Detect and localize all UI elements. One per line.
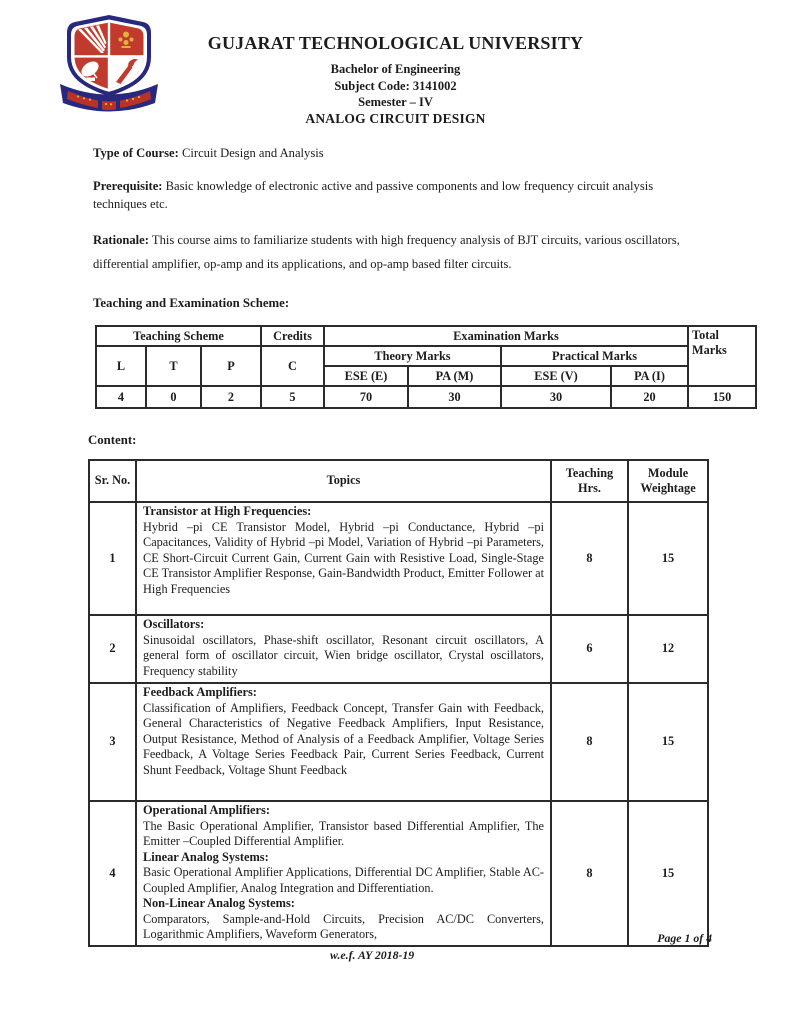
scheme-value-p: 2 xyxy=(201,386,261,408)
scheme-value-c: 5 xyxy=(261,386,324,408)
rationale-paragraph xyxy=(93,228,707,276)
topic-body: Classification of Amplifiers, Feedback Concept, Transfer Gain with Feedback, General Characteristics of Negative Feedback Amplifiers, Input Resistance, Output Resistance, Method of Analysis of a Feedback Amplifier, Voltage Series Feedback, A Voltage Series Feedback Pair, Current Series Feedback, Current Shunt Feedback, Voltage Shunt Feedback xyxy=(143,700,544,777)
subject-code-line: Subject Code: 3141002 xyxy=(334,78,457,93)
scheme-credits-header: Credits xyxy=(261,326,324,346)
row-sr-no: 1 xyxy=(89,502,136,615)
row-sr-no: 4 xyxy=(89,801,136,946)
content-table xyxy=(88,459,709,947)
document-header xyxy=(0,33,791,127)
topic-body: Hybrid –pi CE Transistor Model, Hybrid –pi Conductance, Hybrid –pi Capacitances, Validity of Hybrid –pi Model, Variation of Hybrid –pi Parameters, CE Short-Circuit Current Gain, Current Gain with Resistive Load, Single-Stage CE Transistor Amplifier Response, Gain-Bandwidth Product, Emitter Follower at High Frequencies xyxy=(143,519,544,596)
content-row-1 xyxy=(89,502,708,615)
topic-title: Operational Amplifiers: xyxy=(143,803,270,817)
topic-body: Comparators, Sample-and-Hold Circuits, Precision AC/DC Converters, Logarithmic Amplifiers, Waveform Generators, xyxy=(143,911,544,941)
topic-title: Transistor at High Frequencies: xyxy=(143,504,312,518)
semester-line: Semester – IV xyxy=(358,95,433,109)
row-module-weightage: 15 xyxy=(628,683,708,801)
topic-body: Basic Operational Amplifier Applications, Differential DC Amplifier, Stable AC-Coupled Amplifier, Analog Integration and Differentiation. xyxy=(143,865,544,895)
row-topics xyxy=(136,683,551,801)
topic-title: Linear Analog Systems: xyxy=(143,849,269,864)
university-name: GUJARAT TECHNOLOGICAL UNIVERSITY xyxy=(207,33,584,53)
scheme-value-t: 0 xyxy=(146,386,201,408)
content-row-2 xyxy=(89,615,708,683)
row-topics xyxy=(136,615,551,683)
scheme-value-pa-m: 30 xyxy=(408,386,501,408)
row-sr-no: 3 xyxy=(89,683,136,801)
prerequisite-paragraph xyxy=(93,178,707,213)
content-row-4 xyxy=(89,801,708,946)
scheme-col-p: P xyxy=(201,346,261,386)
content-header-topics: Topics xyxy=(136,460,551,502)
scheme-value-total: 150 xyxy=(688,386,756,408)
row-teaching-hrs: 8 xyxy=(551,683,628,801)
content-header-sr: Sr. No. xyxy=(89,460,136,502)
type-of-course-paragraph xyxy=(93,145,707,163)
row-sr-no: 2 xyxy=(89,615,136,683)
content-header-row xyxy=(89,460,708,502)
scheme-table xyxy=(95,325,757,409)
scheme-col-t: T xyxy=(146,346,201,386)
type-of-course-value: Circuit Design and Analysis xyxy=(181,146,324,160)
scheme-pa-i: PA (I) xyxy=(611,366,688,386)
topic-title: Non-Linear Analog Systems: xyxy=(143,896,295,910)
row-module-weightage: 15 xyxy=(628,502,708,615)
scheme-theory-header: Theory Marks xyxy=(324,346,501,366)
scheme-value-ese-e: 70 xyxy=(324,386,408,408)
topics-clipped-region xyxy=(143,803,544,942)
scheme-value-l: 4 xyxy=(96,386,146,408)
scheme-exam-header: Examination Marks xyxy=(324,326,688,346)
row-teaching-hrs: 6 xyxy=(551,615,628,683)
topic-title: Oscillators: xyxy=(143,617,205,631)
course-title: ANALOG CIRCUIT DESIGN xyxy=(305,110,486,126)
topic-body: The Basic Operational Amplifier, Transistor based Differential Amplifier, The Emitter –Coupled Differential Amplifier. xyxy=(143,818,544,848)
rationale-value: This course aims to familiarize students with high frequency analysis of BJT circuits, various oscillators, differential amplifier, op-amp and its applications, and op-amp based filter circuits. xyxy=(93,233,680,271)
prerequisite-value: Basic knowledge of electronic active and passive components and low frequency circuit analysis techniques etc. xyxy=(93,179,654,211)
scheme-ese-e: ESE (E) xyxy=(324,366,408,386)
row-topics xyxy=(136,801,551,946)
scheme-ese-v: ESE (V) xyxy=(501,366,611,386)
row-teaching-hrs: 8 xyxy=(551,502,628,615)
row-topics xyxy=(136,502,551,615)
topic-title: Feedback Amplifiers: xyxy=(143,685,257,699)
degree-line: Bachelor of Engineering xyxy=(330,62,461,76)
content-header-hrs: Teaching Hrs. xyxy=(551,460,628,502)
scheme-header-row xyxy=(96,326,756,346)
scheme-value-ese-v: 30 xyxy=(501,386,611,408)
scheme-pa-m: PA (M) xyxy=(408,366,501,386)
scheme-col-c: C xyxy=(261,346,324,386)
row-module-weightage: 12 xyxy=(628,615,708,683)
type-of-course-label: Type of Course: xyxy=(93,146,179,160)
scheme-values-row xyxy=(96,386,756,408)
scheme-practical-header: Practical Marks xyxy=(501,346,688,366)
scheme-subheader-row xyxy=(96,346,756,366)
content-heading: Content: xyxy=(88,433,137,447)
scheme-heading: Teaching and Examination Scheme: xyxy=(93,296,290,310)
prerequisite-label: Prerequisite: xyxy=(93,179,163,193)
content-row-3 xyxy=(89,683,708,801)
scheme-teaching-header: Teaching Scheme xyxy=(96,326,261,346)
topic-body: Sinusoidal oscillators, Phase-shift oscillator, Resonant circuit oscillators, A general form of oscillator circuit, Wien bridge oscillator, Crystal oscillators, Frequency stability xyxy=(143,632,544,678)
row-module-weightage: 15 xyxy=(628,801,708,946)
content-header-weightage: Module Weightage xyxy=(628,460,708,502)
scheme-total-header: Total Marks xyxy=(688,326,756,386)
scheme-value-pa-i: 20 xyxy=(611,386,688,408)
row-teaching-hrs: 8 xyxy=(551,801,628,946)
rationale-label: Rationale: xyxy=(93,233,149,247)
scheme-col-l: L xyxy=(96,346,146,386)
page-number: Page 1 of 4 xyxy=(657,931,712,945)
effective-date: w.e.f. AY 2018-19 xyxy=(330,948,415,962)
